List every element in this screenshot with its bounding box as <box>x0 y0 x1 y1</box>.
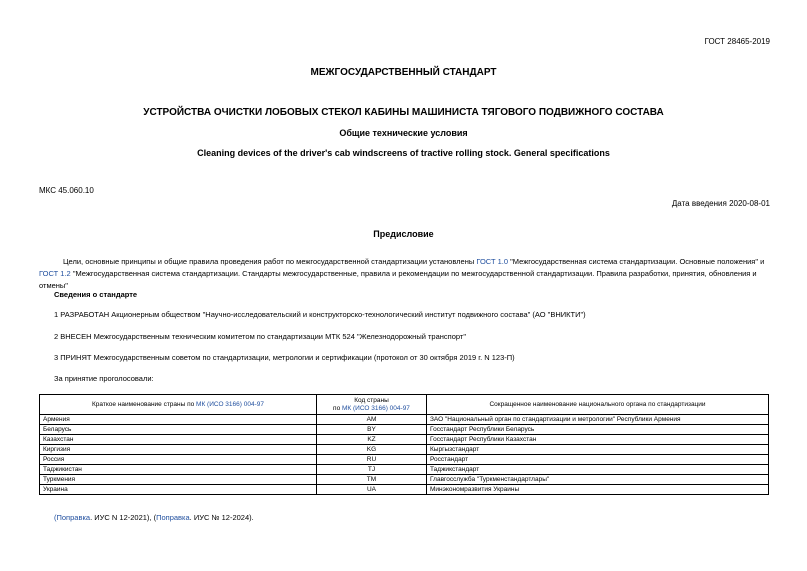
body-cell: Росстандарт <box>427 455 769 465</box>
country-cell: Таджикистан <box>40 465 317 475</box>
note-end: . ИУС № 12-2024). <box>189 513 254 522</box>
country-cell: Туркмения <box>40 475 317 485</box>
gost-1-2-link[interactable]: ГОСТ 1.2 <box>39 269 71 278</box>
amendment-link-1[interactable]: Поправка <box>56 513 91 522</box>
col-code-header <box>317 395 427 415</box>
code-cell: RU <box>317 455 427 465</box>
body-cell: Кыргызстандарт <box>427 445 769 455</box>
gost-code: ГОСТ 28465-2019 <box>704 37 770 46</box>
body-cell: Минэкономразвития Украины <box>427 485 769 495</box>
foreword-heading: Предисловие <box>373 229 434 239</box>
foreword-text-mid: "Межгосударственная система стандартизации. Основные положения" и <box>508 257 765 266</box>
country-cell: Киргизия <box>40 445 317 455</box>
info-item-adopted: 3 ПРИНЯТ Межгосударственным советом по стандартизации, метрологии и сертификации (протокол от 30 октября 2019 г. N 123-П) <box>54 353 515 362</box>
note-open: ( <box>54 513 57 522</box>
table-row <box>40 475 769 485</box>
col-body-header: Сокращенное наименование национального органа по стандартизации <box>427 395 769 415</box>
document-subtitle: Общие технические условия <box>339 128 468 138</box>
mk-iso-link[interactable]: МК (ИСО 3166) 004-97 <box>196 400 264 408</box>
body-cell: Главгосслужба "Туркменстандартлары" <box>427 475 769 485</box>
table-header-row <box>40 395 769 415</box>
member-countries-table <box>39 394 769 495</box>
gost-1-0-link[interactable]: ГОСТ 1.0 <box>476 257 509 266</box>
table-row <box>40 435 769 445</box>
info-item-submitted: 2 ВНЕСЕН Межгосударственным техническим комитетом по стандартизации МТК 524 "Железнодорожный транспорт" <box>54 332 466 341</box>
foreword-paragraph <box>39 256 771 292</box>
table-row <box>40 485 769 495</box>
table-row <box>40 415 769 425</box>
standard-info-heading: Сведения о стандарте <box>54 290 138 299</box>
table-row <box>40 465 769 475</box>
code-cell: BY <box>317 425 427 435</box>
col-country-header <box>40 395 317 415</box>
note-mid: . ИУС N 12-2021), ( <box>90 513 157 522</box>
amendment-link-2[interactable]: Поправка <box>156 513 190 522</box>
foreword-text-end: "Межгосударственная система стандартизации. Стандарты межгосударственные, правила и рекомендации по межгосударственной стандартизации. Правила разработки, принятия, обновления и отмены" <box>39 269 757 290</box>
body-cell: Госстандарт Республики Беларусь <box>427 425 769 435</box>
country-cell: Украина <box>40 485 317 495</box>
table-row <box>40 455 769 465</box>
code-cell: KG <box>317 445 427 455</box>
introduction-date: Дата введения 2020-08-01 <box>671 199 770 208</box>
table-row <box>40 445 769 455</box>
document-title-english: Cleaning devices of the driver's cab windscreens of tractive rolling stock. General specifications <box>197 148 610 158</box>
body-cell: Таджикстандарт <box>427 465 769 475</box>
standard-type: МЕЖГОСУДАРСТВЕННЫЙ СТАНДАРТ <box>310 67 497 78</box>
amendments-note <box>54 513 254 522</box>
mks-code: МКС 45.060.10 <box>39 186 94 195</box>
body-cell: ЗАО "Национальный орган по стандартизации и метрологии" Республики Армения <box>427 415 769 425</box>
code-cell: KZ <box>317 435 427 445</box>
document-title: УСТРОЙСТВА ОЧИСТКИ ЛОБОВЫХ СТЕКОЛ КАБИНЫ МАШИНИСТА ТЯГОВОГО ПОДВИЖНОГО СОСТАВА <box>143 107 664 118</box>
body-cell: Госстандарт Республики Казахстан <box>427 435 769 445</box>
code-cell: AM <box>317 415 427 425</box>
code-cell: TM <box>317 475 427 485</box>
code-cell: UA <box>317 485 427 495</box>
country-cell: Беларусь <box>40 425 317 435</box>
col-country-text: Краткое наименование страны по <box>92 400 197 408</box>
code-cell: TJ <box>317 465 427 475</box>
country-cell: Россия <box>40 455 317 465</box>
foreword-text-start: Цели, основные принципы и общие правила проведения работ по межгосударственной стандартизации установлены <box>63 257 477 266</box>
country-cell: Армения <box>40 415 317 425</box>
table-row <box>40 425 769 435</box>
voted-label: За принятие проголосовали: <box>54 374 154 383</box>
country-cell: Казахстан <box>40 435 317 445</box>
mk-iso-link-2[interactable]: МК (ИСО 3166) 004-97 <box>342 404 410 412</box>
col-code-text: Код страны <box>354 396 389 404</box>
info-item-developed: 1 РАЗРАБОТАН Акционерным обществом "Научно-исследовательский и конструкторско-технологический институт подвижного состава" (АО "ВНИКТИ") <box>54 310 586 319</box>
col-code-prefix: по <box>333 404 342 412</box>
